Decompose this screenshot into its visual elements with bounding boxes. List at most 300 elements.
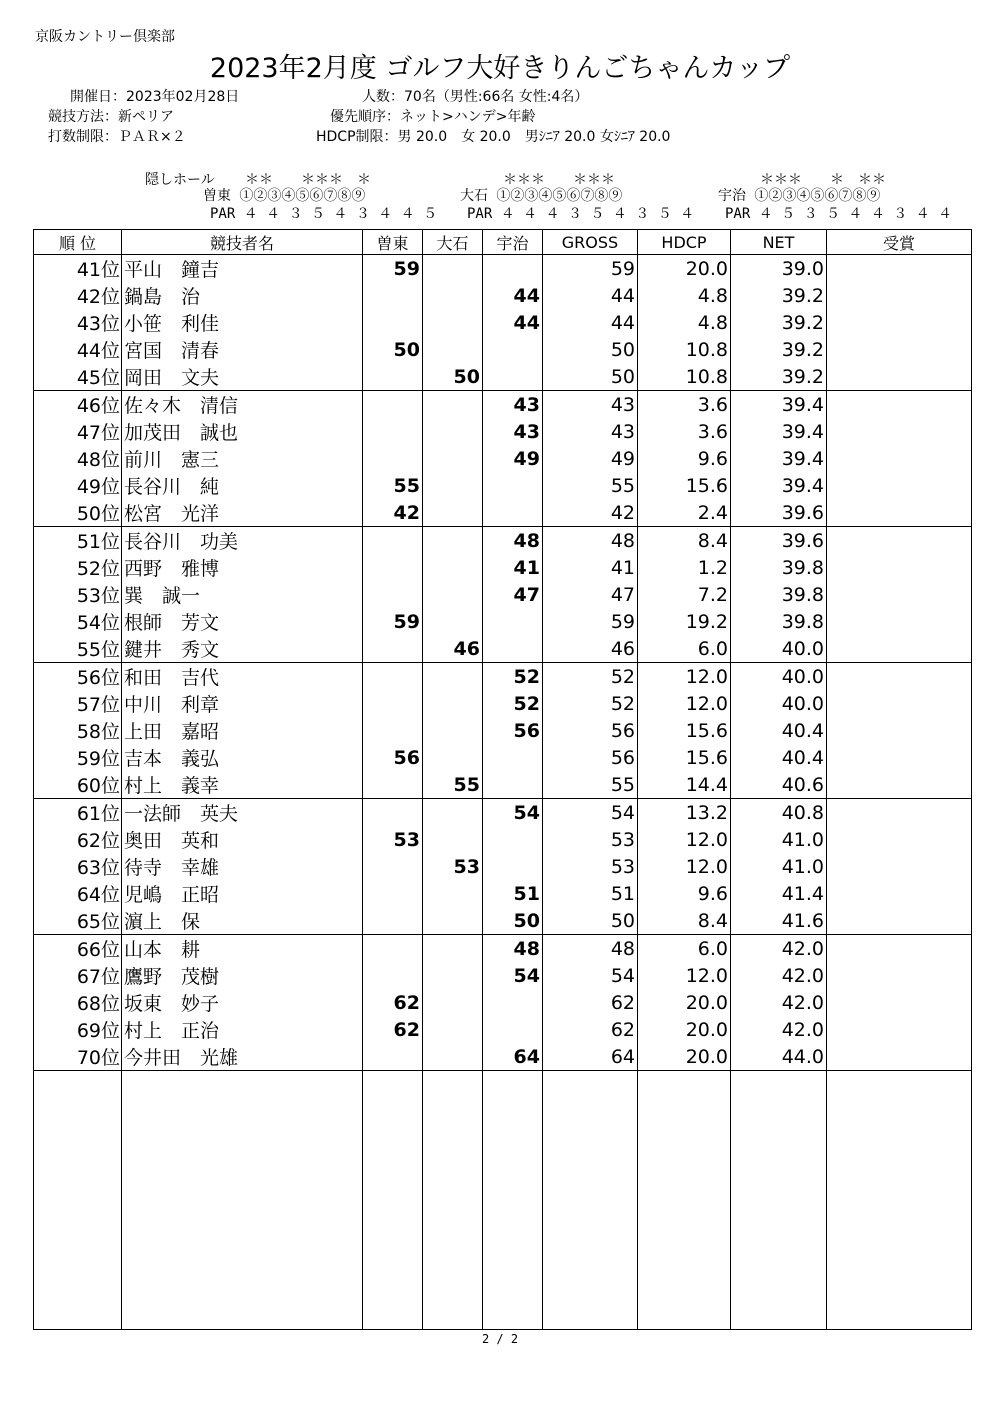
player-rank: 62位 (34, 826, 122, 853)
player-rank: 69位 (34, 1016, 122, 1043)
score-uji: 52 (483, 663, 543, 691)
award (827, 799, 972, 827)
award (827, 255, 972, 283)
score-uji: 52 (483, 690, 543, 717)
gross-score: 48 (543, 527, 638, 555)
score-oishi (423, 554, 483, 581)
net-score: 39.4 (731, 391, 827, 419)
gross-score: 41 (543, 554, 638, 581)
score-uji (483, 499, 543, 527)
table-row (34, 635, 972, 663)
net-score: 39.6 (731, 527, 827, 555)
gross-score: 48 (543, 935, 638, 963)
gross-score: 42 (543, 499, 638, 527)
table-row (34, 1043, 972, 1071)
gross-score: 44 (543, 309, 638, 336)
award (827, 663, 972, 691)
table-row (34, 935, 972, 963)
player-name: 松宮 光洋 (122, 499, 363, 527)
score-uji: 54 (483, 962, 543, 989)
table-row (34, 418, 972, 445)
handicap: 4.8 (638, 282, 731, 309)
table-row (34, 499, 972, 527)
handicap: 8.4 (638, 527, 731, 555)
table-row (34, 445, 972, 472)
score-uji (483, 472, 543, 499)
score-sotou: 62 (363, 989, 423, 1016)
gross-score: 49 (543, 445, 638, 472)
award (827, 717, 972, 744)
table-row (34, 581, 972, 608)
score-uji: 54 (483, 799, 543, 827)
table-row (34, 989, 972, 1016)
net-score: 41.0 (731, 826, 827, 853)
score-sotou (363, 1043, 423, 1071)
net-score: 40.0 (731, 690, 827, 717)
score-sotou (363, 799, 423, 827)
net-score: 40.6 (731, 771, 827, 799)
player-rank: 67位 (34, 962, 122, 989)
score-uji (483, 826, 543, 853)
player-name: 西野 雅博 (122, 554, 363, 581)
hidden-stars-oishi: ＊＊＊ ＊＊＊ (503, 172, 615, 188)
player-rank: 46位 (34, 391, 122, 419)
hidden-stars-uji: ＊＊＊ ＊ ＊＊ (760, 172, 886, 188)
gross-score: 44 (543, 282, 638, 309)
player-name: 吉本 義弘 (122, 744, 363, 771)
award (827, 309, 972, 336)
gross-score: 47 (543, 581, 638, 608)
score-oishi (423, 717, 483, 744)
net-score: 39.2 (731, 282, 827, 309)
score-oishi (423, 391, 483, 419)
score-oishi (423, 445, 483, 472)
net-score: 40.4 (731, 744, 827, 771)
player-name: 岡田 文夫 (122, 363, 363, 391)
handicap: 15.6 (638, 472, 731, 499)
award (827, 826, 972, 853)
score-sotou (363, 527, 423, 555)
award (827, 635, 972, 663)
gross-score: 43 (543, 391, 638, 419)
score-uji: 49 (483, 445, 543, 472)
hidden-holes-label: 隠しホール (145, 172, 215, 188)
score-uji (483, 1016, 543, 1043)
player-rank: 52位 (34, 554, 122, 581)
competition-method: 競技方法：新ペリア (48, 109, 174, 125)
score-uji: 41 (483, 554, 543, 581)
handicap: 12.0 (638, 690, 731, 717)
award (827, 445, 972, 472)
score-oishi (423, 744, 483, 771)
score-oishi (423, 690, 483, 717)
score-sotou (363, 935, 423, 963)
table-row (34, 391, 972, 419)
handicap: 20.0 (638, 255, 731, 283)
handicap: 14.4 (638, 771, 731, 799)
net-score: 40.0 (731, 663, 827, 691)
gross-score: 50 (543, 363, 638, 391)
player-rank: 45位 (34, 363, 122, 391)
col-gross-header: GROSS (543, 230, 638, 255)
handicap: 12.0 (638, 853, 731, 880)
gross-score: 55 (543, 771, 638, 799)
blank-row (34, 1071, 972, 1330)
results-body (34, 255, 972, 1330)
score-sotou (363, 445, 423, 472)
score-sotou (363, 771, 423, 799)
score-uji: 50 (483, 907, 543, 935)
score-uji (483, 771, 543, 799)
course-holes-oishi: 大石 ①②③④⑤⑥⑦⑧⑨ (460, 188, 623, 204)
score-sotou (363, 880, 423, 907)
player-rank: 70位 (34, 1043, 122, 1071)
player-rank: 51位 (34, 527, 122, 555)
handicap: 8.4 (638, 907, 731, 935)
award (827, 363, 972, 391)
score-oishi (423, 527, 483, 555)
col-net-header: NET (731, 230, 827, 255)
player-name: 佐々木 清信 (122, 391, 363, 419)
player-rank: 63位 (34, 853, 122, 880)
handicap: 3.6 (638, 418, 731, 445)
score-uji (483, 336, 543, 363)
award (827, 744, 972, 771)
score-sotou (363, 717, 423, 744)
score-sotou (363, 391, 423, 419)
net-score: 39.2 (731, 309, 827, 336)
table-header (34, 230, 972, 255)
player-rank: 50位 (34, 499, 122, 527)
priority-order: 優先順序：ネット>ハンデ>年齢 (330, 109, 536, 125)
award (827, 907, 972, 935)
award (827, 853, 972, 880)
score-sotou: 42 (363, 499, 423, 527)
gross-score: 62 (543, 989, 638, 1016)
score-sotou (363, 962, 423, 989)
gross-score: 55 (543, 472, 638, 499)
player-name: 宮国 清春 (122, 336, 363, 363)
table-row (34, 363, 972, 391)
handicap: 15.6 (638, 717, 731, 744)
table-row (34, 282, 972, 309)
player-name: 中川 利章 (122, 690, 363, 717)
table-row (34, 744, 972, 771)
gross-score: 50 (543, 336, 638, 363)
score-uji: 51 (483, 880, 543, 907)
course-holes-sotou: 曽東 ①②③④⑤⑥⑦⑧⑨ (203, 188, 366, 204)
player-name: 一法師 英夫 (122, 799, 363, 827)
course-par-uji: PAR ４ ５ ３ ５ ４ ４ ３ ４ ４ (725, 206, 953, 222)
award (827, 581, 972, 608)
blank-cell (34, 1071, 122, 1330)
award (827, 336, 972, 363)
score-oishi (423, 581, 483, 608)
gross-score: 62 (543, 1016, 638, 1043)
score-sotou (363, 907, 423, 935)
net-score: 41.4 (731, 880, 827, 907)
player-name: 長谷川 純 (122, 472, 363, 499)
award (827, 472, 972, 499)
award (827, 935, 972, 963)
score-oishi (423, 1043, 483, 1071)
player-name: 児嶋 正昭 (122, 880, 363, 907)
player-name: 上田 嘉昭 (122, 717, 363, 744)
score-uji: 43 (483, 391, 543, 419)
score-oishi: 55 (423, 771, 483, 799)
handicap: 3.6 (638, 391, 731, 419)
handicap: 2.4 (638, 499, 731, 527)
player-rank: 44位 (34, 336, 122, 363)
handicap: 1.2 (638, 554, 731, 581)
score-sotou (363, 581, 423, 608)
score-uji: 64 (483, 1043, 543, 1071)
score-uji (483, 608, 543, 635)
player-name: 濵上 保 (122, 907, 363, 935)
score-oishi (423, 799, 483, 827)
player-rank: 59位 (34, 744, 122, 771)
gross-score: 64 (543, 1043, 638, 1071)
score-oishi: 50 (423, 363, 483, 391)
score-uji: 56 (483, 717, 543, 744)
gross-score: 54 (543, 799, 638, 827)
score-sotou (363, 554, 423, 581)
player-count: 人数：70名（男性:66名 女性:4名） (362, 89, 589, 105)
score-oishi (423, 989, 483, 1016)
gross-score: 59 (543, 608, 638, 635)
table-row (34, 880, 972, 907)
handicap: 12.0 (638, 826, 731, 853)
page-title: 2023年2月度 ゴルフ大好きりんごちゃんカップ (209, 53, 791, 84)
score-oishi (423, 880, 483, 907)
net-score: 39.4 (731, 418, 827, 445)
player-rank: 47位 (34, 418, 122, 445)
handicap: 7.2 (638, 581, 731, 608)
score-oishi (423, 608, 483, 635)
score-sotou (363, 282, 423, 309)
net-score: 42.0 (731, 935, 827, 963)
net-score: 44.0 (731, 1043, 827, 1071)
col-oishi-header: 大石 (423, 230, 483, 255)
blank-cell (827, 1071, 972, 1330)
gross-score: 56 (543, 717, 638, 744)
score-oishi (423, 826, 483, 853)
player-rank: 43位 (34, 309, 122, 336)
score-uji: 44 (483, 309, 543, 336)
gross-score: 53 (543, 853, 638, 880)
table-row (34, 717, 972, 744)
player-name: 根師 芳文 (122, 608, 363, 635)
score-uji: 43 (483, 418, 543, 445)
table-row (34, 690, 972, 717)
stroke-limit: 打数制限：ＰＡＲ×２ (48, 129, 186, 145)
award (827, 554, 972, 581)
score-uji (483, 989, 543, 1016)
player-rank: 68位 (34, 989, 122, 1016)
net-score: 42.0 (731, 989, 827, 1016)
handicap: 4.8 (638, 309, 731, 336)
player-name: 前川 憲三 (122, 445, 363, 472)
course-par-oishi: PAR ４ ４ ４ ３ ５ ４ ３ ５ ４ (467, 206, 695, 222)
player-rank: 64位 (34, 880, 122, 907)
gross-score: 54 (543, 962, 638, 989)
score-uji: 48 (483, 935, 543, 963)
score-uji: 47 (483, 581, 543, 608)
net-score: 41.0 (731, 853, 827, 880)
score-sotou: 53 (363, 826, 423, 853)
score-sotou: 59 (363, 608, 423, 635)
score-sotou (363, 309, 423, 336)
score-sotou (363, 853, 423, 880)
score-sotou (363, 418, 423, 445)
handicap: 12.0 (638, 962, 731, 989)
gross-score: 52 (543, 690, 638, 717)
table-row (34, 771, 972, 799)
score-oishi (423, 418, 483, 445)
net-score: 40.8 (731, 799, 827, 827)
handicap: 12.0 (638, 663, 731, 691)
net-score: 39.8 (731, 581, 827, 608)
score-oishi (423, 663, 483, 691)
table-row (34, 255, 972, 283)
net-score: 39.4 (731, 445, 827, 472)
player-rank: 48位 (34, 445, 122, 472)
col-award-header: 受賞 (827, 230, 972, 255)
table-row (34, 336, 972, 363)
club-name: 京阪カントリー倶楽部 (35, 29, 175, 45)
score-sotou: 59 (363, 255, 423, 283)
hdcp-limit: HDCP制限：男 20.0 女 20.0 男ｼﾆｱ 20.0 女ｼﾆｱ 20.0 (316, 129, 671, 145)
blank-cell (483, 1071, 543, 1330)
blank-cell (638, 1071, 731, 1330)
net-score: 39.2 (731, 363, 827, 391)
blank-cell (122, 1071, 363, 1330)
player-rank: 55位 (34, 635, 122, 663)
award (827, 880, 972, 907)
award (827, 771, 972, 799)
player-rank: 65位 (34, 907, 122, 935)
net-score: 39.8 (731, 554, 827, 581)
table-row (34, 527, 972, 555)
award (827, 1016, 972, 1043)
blank-cell (543, 1071, 638, 1330)
player-rank: 56位 (34, 663, 122, 691)
col-sotou-header: 曽東 (363, 230, 423, 255)
net-score: 39.4 (731, 472, 827, 499)
score-oishi: 53 (423, 853, 483, 880)
score-sotou: 55 (363, 472, 423, 499)
handicap: 9.6 (638, 445, 731, 472)
score-oishi (423, 472, 483, 499)
award (827, 499, 972, 527)
net-score: 42.0 (731, 1016, 827, 1043)
gross-score: 51 (543, 880, 638, 907)
score-sotou: 56 (363, 744, 423, 771)
table-row (34, 962, 972, 989)
player-name: 今井田 光雄 (122, 1043, 363, 1071)
event-date: 開催日：2023年02月28日 (70, 89, 240, 105)
player-name: 鷹野 茂樹 (122, 962, 363, 989)
score-oishi (423, 309, 483, 336)
player-name: 巽 誠一 (122, 581, 363, 608)
player-name: 加茂田 誠也 (122, 418, 363, 445)
gross-score: 56 (543, 744, 638, 771)
player-rank: 41位 (34, 255, 122, 283)
award (827, 962, 972, 989)
player-name: 村上 正治 (122, 1016, 363, 1043)
handicap: 19.2 (638, 608, 731, 635)
net-score: 41.6 (731, 907, 827, 935)
score-sotou (363, 363, 423, 391)
col-uji-header: 宇治 (483, 230, 543, 255)
player-name: 待寺 幸雄 (122, 853, 363, 880)
net-score: 39.2 (731, 336, 827, 363)
gross-score: 46 (543, 635, 638, 663)
score-sotou (363, 635, 423, 663)
handicap: 15.6 (638, 744, 731, 771)
table-row (34, 853, 972, 880)
score-uji (483, 363, 543, 391)
award (827, 1043, 972, 1071)
gross-score: 43 (543, 418, 638, 445)
handicap: 10.8 (638, 363, 731, 391)
col-rank-header: 順 位 (34, 230, 122, 255)
player-rank: 57位 (34, 690, 122, 717)
gross-score: 59 (543, 255, 638, 283)
player-rank: 66位 (34, 935, 122, 963)
score-uji (483, 635, 543, 663)
page-number: 2 / 2 (481, 1332, 519, 1346)
award (827, 608, 972, 635)
table-row (34, 1016, 972, 1043)
handicap: 9.6 (638, 880, 731, 907)
award (827, 690, 972, 717)
score-oishi (423, 962, 483, 989)
score-oishi (423, 907, 483, 935)
net-score: 39.6 (731, 499, 827, 527)
score-oishi: 46 (423, 635, 483, 663)
player-name: 坂東 妙子 (122, 989, 363, 1016)
score-oishi (423, 282, 483, 309)
player-name: 村上 義幸 (122, 771, 363, 799)
gross-score: 52 (543, 663, 638, 691)
score-oishi (423, 336, 483, 363)
score-uji (483, 853, 543, 880)
handicap: 10.8 (638, 336, 731, 363)
player-name: 長谷川 功美 (122, 527, 363, 555)
score-uji: 44 (483, 282, 543, 309)
gross-score: 50 (543, 907, 638, 935)
award (827, 989, 972, 1016)
handicap: 20.0 (638, 989, 731, 1016)
net-score: 40.0 (731, 635, 827, 663)
table-row (34, 907, 972, 935)
blank-cell (423, 1071, 483, 1330)
handicap: 6.0 (638, 635, 731, 663)
course-par-sotou: PAR ４ ４ ３ ５ ４ ３ ４ ４ ５ (210, 206, 438, 222)
player-rank: 58位 (34, 717, 122, 744)
award (827, 418, 972, 445)
score-sotou: 62 (363, 1016, 423, 1043)
blank-cell (363, 1071, 423, 1330)
results-table (33, 229, 972, 1330)
score-uji (483, 744, 543, 771)
handicap: 20.0 (638, 1016, 731, 1043)
table-row (34, 826, 972, 853)
player-rank: 53位 (34, 581, 122, 608)
player-name: 奥田 英和 (122, 826, 363, 853)
score-sotou (363, 663, 423, 691)
